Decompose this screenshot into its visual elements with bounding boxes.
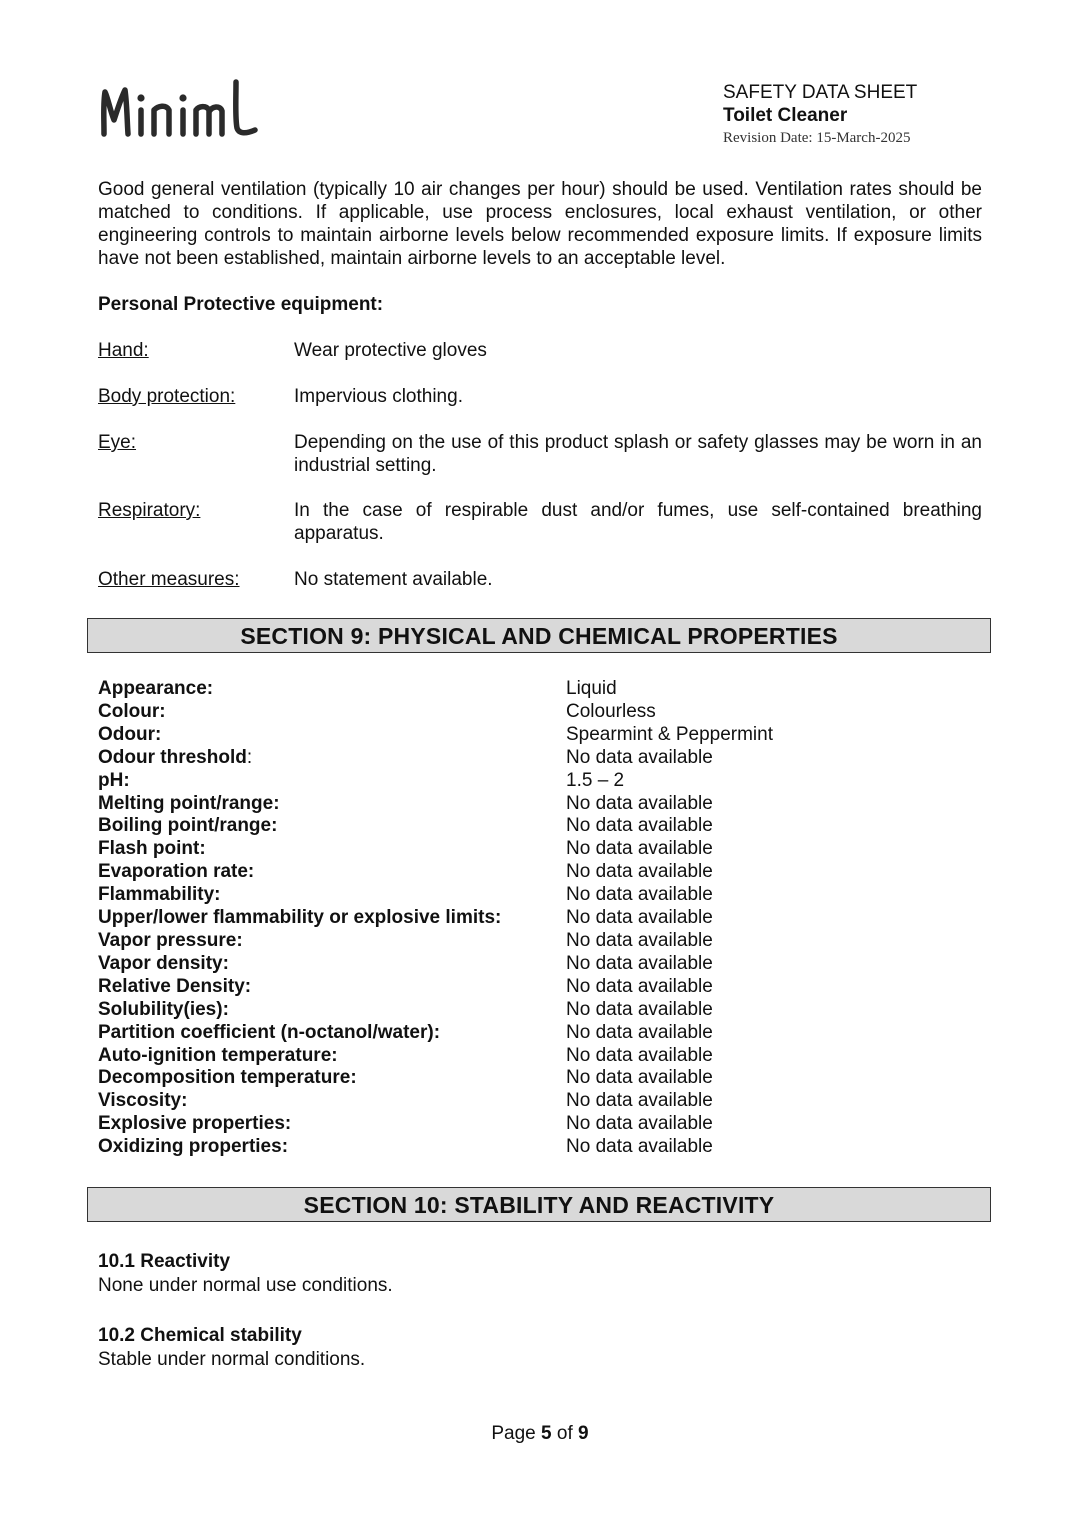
- ppe-label: Other measures:: [98, 569, 240, 590]
- property-label-text: Evaporation rate:: [98, 861, 255, 883]
- property-label-text: Auto-ignition temperature:: [98, 1044, 338, 1066]
- property-label: [98, 678, 566, 701]
- ppe-text: No statement available.: [294, 569, 493, 590]
- property-label: [98, 1136, 566, 1159]
- property-label-text: Flammability:: [98, 884, 221, 906]
- property-row: [98, 1090, 982, 1113]
- property-row: [98, 838, 982, 861]
- property-label: [98, 976, 566, 999]
- property-label-text: Appearance:: [98, 678, 214, 699]
- property-label: [98, 999, 566, 1022]
- property-label: [98, 930, 566, 953]
- chemical-stability-text: Stable under normal conditions.: [98, 1349, 366, 1370]
- page-total: 9: [578, 1423, 589, 1444]
- property-row: [98, 747, 982, 770]
- property-value: No data available: [566, 929, 713, 951]
- ppe-row-other: [98, 568, 982, 591]
- property-label-text: Flash point:: [98, 838, 206, 860]
- property-value: No data available: [566, 861, 713, 883]
- property-row: [98, 724, 982, 747]
- document-type: SAFETY DATA SHEET: [723, 82, 918, 103]
- property-value: No data available: [566, 907, 713, 929]
- ppe-text: Impervious clothing.: [294, 386, 463, 407]
- property-label-text: Relative Density:: [98, 975, 252, 997]
- ppe-row-eye: [98, 431, 982, 477]
- ppe-row-hand: [98, 339, 982, 362]
- property-label-text: Oxidizing properties:: [98, 1136, 289, 1158]
- property-value: No data available: [566, 1090, 713, 1112]
- ppe-heading: Personal Protective equipment:: [98, 294, 384, 315]
- section8-continued: [98, 178, 982, 591]
- ventilation-paragraph: Good general ventilation (typically 10 air changes per hour) should be used. Ventilation rates should be matched to conditions. If applicable, use process enclosures, local exhaust ventilation, or other engineering controls to maintain airborne levels below recommended exposure limits. If exposure limits have not been established, maintain airborne levels to an acceptable level.: [98, 179, 982, 269]
- section10-content: [98, 1250, 982, 1372]
- property-label: [98, 838, 566, 861]
- document-header: [723, 82, 917, 148]
- property-row: [98, 953, 982, 976]
- property-value: No data available: [566, 952, 713, 974]
- property-label-text: Solubility(ies):: [98, 998, 229, 1020]
- property-row: [98, 884, 982, 907]
- property-row: [98, 1113, 982, 1136]
- miniml-logo: [98, 76, 263, 150]
- property-row: [98, 1136, 982, 1159]
- property-value: No data available: [566, 884, 713, 906]
- product-name: Toilet Cleaner: [723, 105, 848, 126]
- property-value: No data available: [566, 1021, 713, 1043]
- property-label-text: Partition coefficient (n-octanol/water):: [98, 1021, 441, 1043]
- property-label-text: Explosive properties:: [98, 1113, 292, 1135]
- property-row: [98, 976, 982, 999]
- property-label: [98, 815, 566, 838]
- property-label-text: Upper/lower flammability or explosive limits:: [98, 907, 502, 929]
- property-value: No data available: [566, 998, 713, 1020]
- chemical-stability-heading: 10.2 Chemical stability: [98, 1325, 302, 1346]
- property-label-text: Vapor pressure:: [98, 929, 243, 951]
- property-label-text: Boiling point/range:: [98, 815, 278, 837]
- page-current: 5: [541, 1423, 552, 1444]
- property-value: No data available: [566, 792, 713, 814]
- property-label: [98, 953, 566, 976]
- property-row: [98, 815, 982, 838]
- page-prefix: Page: [491, 1423, 536, 1444]
- property-label: [98, 1067, 566, 1090]
- property-label-text: Odour threshold: [98, 746, 247, 768]
- property-label-text: Decomposition temperature:: [98, 1067, 357, 1089]
- ppe-label: Respiratory:: [98, 500, 201, 521]
- property-value: No data available: [566, 1113, 713, 1135]
- property-value: No data available: [566, 1136, 713, 1158]
- property-label-text: Vapor density:: [98, 952, 229, 974]
- property-value: No data available: [566, 975, 713, 997]
- revision-date: Revision Date: 15-March-2025: [723, 130, 911, 146]
- property-value: 1.5 – 2: [566, 769, 625, 791]
- property-value: No data available: [566, 1067, 713, 1089]
- ppe-text: Depending on the use of this product splash or safety glasses may be worn in an industrial setting.: [294, 432, 982, 476]
- property-row: [98, 1067, 982, 1090]
- property-value: Liquid: [566, 678, 617, 699]
- property-value: No data available: [566, 1044, 713, 1066]
- ppe-label: Eye:: [98, 432, 137, 453]
- section10-title: SECTION 10: STABILITY AND REACTIVITY: [87, 1187, 991, 1222]
- property-value: No data available: [566, 746, 713, 768]
- reactivity-text: None under normal use conditions.: [98, 1275, 393, 1296]
- property-row: [98, 678, 982, 701]
- property-row: [98, 701, 982, 724]
- property-label-text: Viscosity:: [98, 1090, 188, 1112]
- property-label-text: Melting point/range:: [98, 792, 280, 814]
- property-row: [98, 1045, 982, 1068]
- ppe-row-body: [98, 385, 982, 408]
- ppe-text: Wear protective gloves: [294, 340, 487, 361]
- property-label: [98, 724, 566, 747]
- ppe-label: Hand:: [98, 340, 149, 361]
- property-label: [98, 1022, 566, 1045]
- property-label: [98, 884, 566, 907]
- property-label: [98, 793, 566, 816]
- property-row: [98, 1022, 982, 1045]
- property-row: [98, 861, 982, 884]
- property-label: [98, 1090, 566, 1113]
- property-label: [98, 907, 566, 930]
- ppe-label: Body protection:: [98, 386, 236, 407]
- property-row: [98, 907, 982, 930]
- property-label-text: Odour:: [98, 723, 162, 745]
- property-value: No data available: [566, 838, 713, 860]
- property-label-text: Colour:: [98, 700, 166, 722]
- section9-title: SECTION 9: PHYSICAL AND CHEMICAL PROPERTIES: [87, 618, 991, 653]
- property-label-suffix: :: [246, 746, 253, 768]
- property-value: No data available: [566, 815, 713, 837]
- property-value: Spearmint & Peppermint: [566, 723, 773, 745]
- property-label: [98, 861, 566, 884]
- property-label: [98, 701, 566, 724]
- reactivity-heading: 10.1 Reactivity: [98, 1251, 231, 1272]
- property-row: [98, 793, 982, 816]
- property-label-text: pH:: [98, 769, 130, 791]
- property-label: [98, 747, 566, 770]
- ppe-text: In the case of respirable dust and/or fumes, use self-contained breathing apparatus.: [294, 500, 982, 544]
- ppe-row-respiratory: [98, 499, 982, 545]
- property-row: [98, 770, 982, 793]
- property-label: [98, 1113, 566, 1136]
- property-row: [98, 930, 982, 953]
- properties-list: [98, 678, 982, 1159]
- page-of: of: [556, 1423, 573, 1444]
- property-label: [98, 1045, 566, 1068]
- property-label: [98, 770, 566, 793]
- page-footer: [0, 1423, 1080, 1445]
- property-value: Colourless: [566, 700, 656, 722]
- property-row: [98, 999, 982, 1022]
